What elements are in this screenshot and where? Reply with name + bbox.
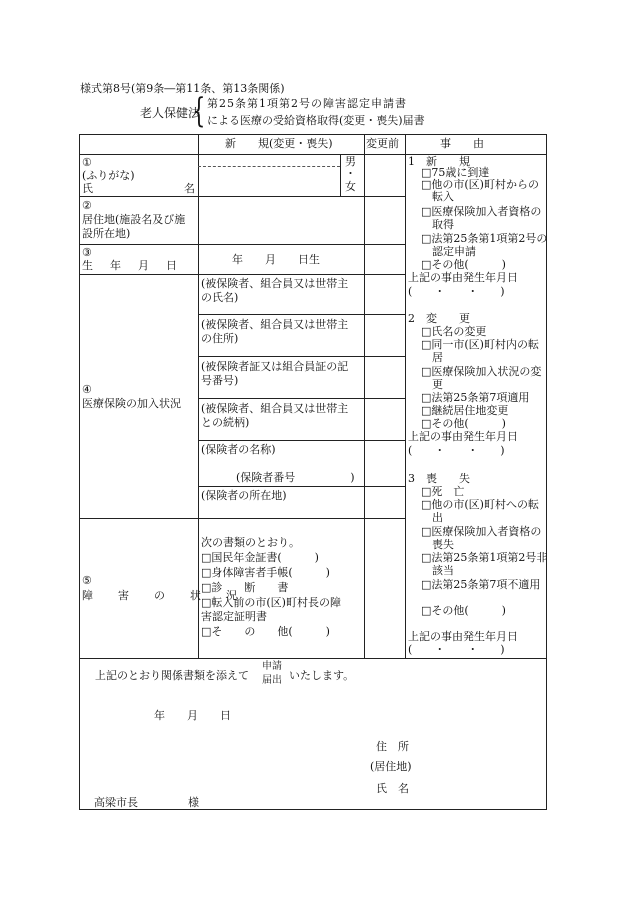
form-number: 様式第8号(第9条―第11条、第13条関係)	[80, 82, 285, 95]
reason-change-title: 2 変 更	[408, 312, 470, 325]
reason-change-item: 更	[421, 378, 443, 391]
divider	[198, 486, 405, 487]
header-before: 変更前	[366, 137, 399, 150]
residence-field[interactable]	[198, 196, 364, 244]
pension-cert-checkbox[interactable]: □国民年金証書( )	[201, 551, 319, 564]
reason-loss-item: 該当	[421, 564, 454, 577]
card-number-label: (被保険者証又は組合員証の記	[201, 360, 349, 373]
reason-change-item[interactable]: □継続居住地変更	[421, 404, 509, 417]
reason-new-item[interactable]: □医療保険加入者資格の	[421, 205, 542, 218]
reason-new-item[interactable]: □他の市(区)町村からの	[421, 178, 539, 191]
divider	[79, 274, 405, 275]
row5-number: ⑤	[82, 574, 92, 587]
reason-change-item: 居	[421, 351, 443, 364]
address-label: 住 所	[376, 740, 409, 753]
statement-text: 上記のとおり関係書類を添えて	[95, 669, 249, 682]
statement-suffix: いたします。	[289, 669, 355, 682]
applicant-name-label: 氏 名	[376, 782, 409, 795]
divider	[198, 440, 405, 441]
reason-new-item: 認定申請	[421, 245, 476, 258]
sex-male[interactable]: 男	[345, 155, 356, 168]
reason-new-date[interactable]: ( ・ ・ )	[408, 285, 505, 298]
insured-address-label-2: の住所)	[201, 332, 239, 345]
row2-number: ②	[82, 199, 92, 212]
disability-label: 障 害 の 状 況	[82, 589, 244, 602]
reason-change-item[interactable]: □法第25条第7項適用	[421, 391, 530, 404]
disability-other-checkbox[interactable]: □そ の 他( )	[201, 625, 330, 638]
residence-label-2: 設所在地)	[82, 227, 131, 240]
reason-change-date-label: 上記の事由発生年月日	[408, 430, 518, 443]
disability-intro: 次の書類のとおり。	[201, 536, 300, 549]
insured-name-label: (被保険者、組合員又は世帯主	[201, 277, 349, 290]
furigana-label: (ふりがな)	[82, 169, 135, 182]
name-field[interactable]	[198, 168, 340, 194]
sex-female[interactable]: 女	[345, 180, 356, 193]
title-line-1: 第25条第1項第2号の障害認定申請書	[207, 97, 407, 110]
divider	[405, 134, 406, 658]
row1-number: ①	[82, 156, 92, 169]
insurer-number-label: (保険者番号 )	[236, 471, 355, 484]
reason-loss-item[interactable]: □法第25条第7項不適用	[421, 578, 541, 591]
brace-icon: {	[192, 91, 206, 131]
insured-name-label-2: の氏名)	[201, 291, 239, 304]
addressee: 高梁市長	[94, 796, 138, 809]
divider	[198, 314, 405, 315]
title-line-2: による医療の受給資格取得(変更・喪失)届書	[207, 114, 425, 127]
insurer-address-label: (保険者の所在地)	[201, 489, 287, 502]
divider	[198, 398, 405, 399]
reason-loss-item: 喪失	[421, 538, 454, 551]
law-label: 老人保健法	[140, 106, 201, 120]
medical-cert-checkbox[interactable]: □診 断 書	[201, 581, 289, 594]
submission-date[interactable]: 年 月 日	[154, 709, 231, 722]
honorific: 様	[188, 796, 199, 809]
reason-loss-item[interactable]: □医療保険加入者資格の	[421, 525, 542, 538]
reason-loss-date[interactable]: ( ・ ・ )	[408, 643, 505, 656]
divider	[79, 518, 405, 519]
relationship-label: (被保険者、組合員又は世帯主	[201, 402, 349, 415]
reason-loss-date-label: 上記の事由発生年月日	[408, 630, 518, 643]
relationship-label-2: との続柄)	[201, 416, 250, 429]
reason-new-item[interactable]: □法第25条第1項第2号の	[421, 232, 548, 245]
reason-loss-item: 出	[421, 511, 443, 524]
reason-new-item[interactable]: □その他( )	[421, 258, 506, 271]
disability-handbook-checkbox[interactable]: □身体障害者手帳( )	[201, 566, 330, 579]
divider	[79, 154, 547, 155]
name-label-a: 氏	[82, 182, 93, 195]
sex-separator: ・	[345, 167, 356, 180]
prior-municipality-text: 害認定証明書	[201, 610, 267, 623]
divider	[364, 134, 365, 658]
reason-change-item[interactable]: □同一市(区)町村内の転	[421, 338, 539, 351]
stack-apply: 申請	[262, 661, 282, 672]
reason-change-item[interactable]: □氏名の変更	[421, 325, 487, 338]
divider	[79, 244, 405, 245]
reason-loss-item[interactable]: □他の市(区)町村への転	[421, 498, 539, 511]
residence-label-1: 居住地(施設名及び施	[82, 213, 186, 226]
header-new: 新 規(変更・喪失)	[225, 137, 333, 150]
residence-footer-label: (居住地)	[370, 760, 412, 773]
reason-new-date-label: 上記の事由発生年月日	[408, 271, 518, 284]
reason-change-item[interactable]: □その他( )	[421, 417, 506, 430]
divider	[198, 356, 405, 357]
name-label-b: 名	[184, 182, 195, 195]
birthdate-label: 生 年 月 日	[82, 259, 180, 272]
divider	[79, 658, 547, 659]
divider	[340, 154, 341, 196]
reason-loss-item[interactable]: □その他( )	[421, 604, 506, 617]
prior-municipality-checkbox[interactable]: □転入前の市(区)町村長の障	[201, 596, 341, 609]
row3-number: ③	[82, 246, 92, 259]
furigana-dashed-line	[198, 166, 340, 167]
reason-new-item: 取得	[421, 218, 454, 231]
reason-new-title: 1 新 規	[408, 155, 470, 168]
insurer-name-label: (保険者の名称)	[201, 443, 276, 456]
reason-loss-item[interactable]: □法第25条第1項第2号非	[421, 551, 548, 564]
reason-change-date[interactable]: ( ・ ・ )	[408, 444, 505, 457]
reason-loss-title: 3 喪 失	[408, 472, 470, 485]
reason-new-item[interactable]: □75歳に到達	[421, 166, 490, 179]
stack-notify: 届出	[262, 675, 282, 686]
birthdate-field[interactable]: 年 月 日生	[232, 253, 320, 266]
header-reason: 事 由	[440, 137, 484, 150]
reason-change-item[interactable]: □医療保険加入状況の変	[421, 365, 542, 378]
row4-number: ④	[82, 383, 92, 396]
card-number-label-2: 号番号)	[201, 374, 239, 387]
insurance-label: 医療保険の加入状況	[82, 397, 181, 410]
reason-new-item: 転入	[421, 190, 454, 203]
insured-address-label: (被保険者、組合員又は世帯主	[201, 318, 349, 331]
reason-loss-item[interactable]: □死 亡	[421, 485, 465, 498]
